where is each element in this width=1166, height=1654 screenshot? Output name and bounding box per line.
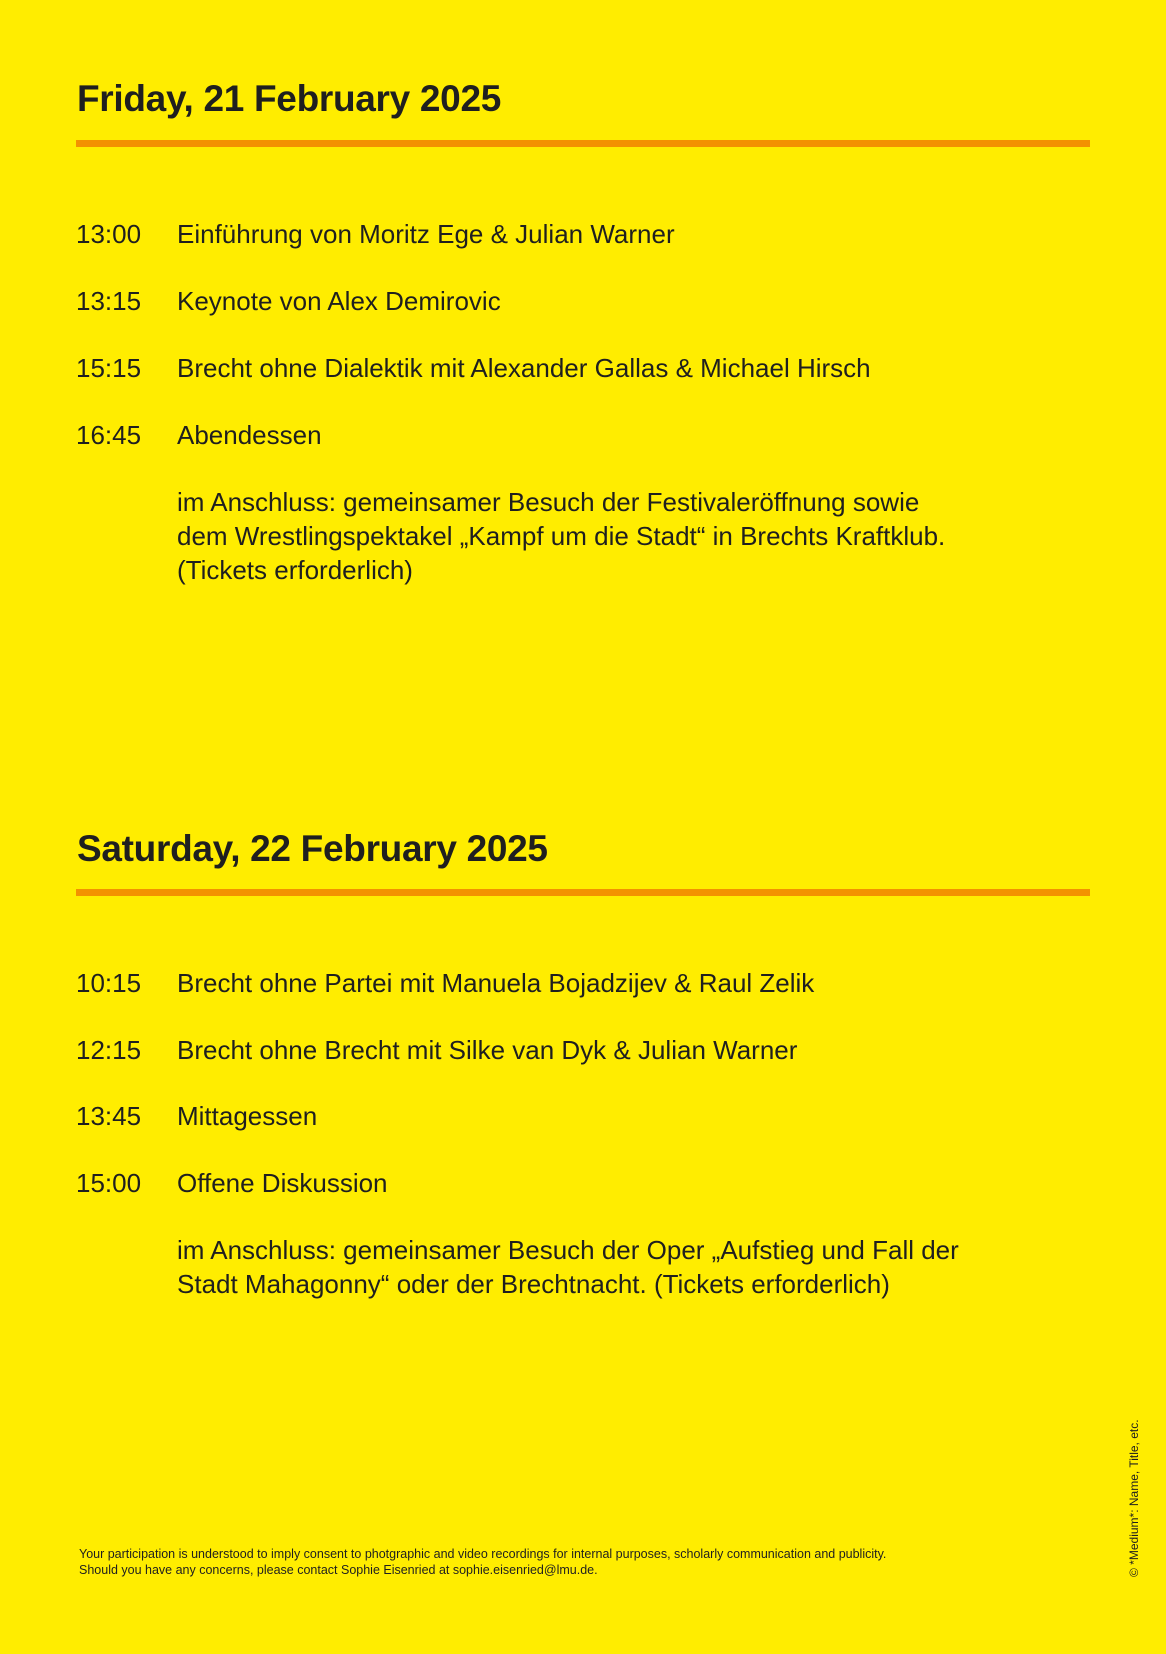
note-line: Stadt Mahagonny“ oder der Brechtnacht. (Tickets erforderlich) xyxy=(177,1269,890,1299)
item-time: 13:45 xyxy=(76,1101,142,1131)
item-title: Abendessen xyxy=(177,420,322,450)
heading-rule xyxy=(76,889,1090,896)
item-title: Keynote von Alex Demirovic xyxy=(177,286,501,316)
schedule-note xyxy=(177,1233,1077,1301)
item-time: 15:15 xyxy=(76,353,142,383)
image-credit: © *Medium*: Name, Title, etc. xyxy=(1127,1419,1141,1577)
item-time: 12:15 xyxy=(76,1035,142,1065)
item-time: 13:00 xyxy=(76,219,142,249)
item-title: Einführung von Moritz Ege & Julian Warner xyxy=(177,219,675,249)
item-title: Offene Diskussion xyxy=(177,1168,388,1198)
item-time: 13:15 xyxy=(76,286,142,316)
item-time: 16:45 xyxy=(76,420,142,450)
note-line: im Anschluss: gemeinsamer Besuch der Festivaleröffnung sowie xyxy=(177,487,920,517)
heading-rule xyxy=(76,140,1090,147)
item-title: Mittagessen xyxy=(177,1101,318,1131)
item-time: 15:00 xyxy=(76,1168,142,1198)
note-line: im Anschluss: gemeinsamer Besuch der Oper „Aufstieg und Fall der xyxy=(177,1235,959,1265)
day-heading-friday: Friday, 21 February 2025 xyxy=(77,78,502,119)
day-heading-saturday: Saturday, 22 February 2025 xyxy=(77,828,548,869)
item-time: 10:15 xyxy=(76,968,142,998)
footer-line: Should you have any concerns, please contact Sophie Eisenried at sophie.eisenried@lmu.de. xyxy=(79,1563,598,1577)
note-line: dem Wrestlingspektakel „Kampf um die Stadt“ in Brechts Kraftklub. xyxy=(177,521,946,551)
consent-footer xyxy=(79,1546,886,1578)
item-title: Brecht ohne Dialektik mit Alexander Gallas & Michael Hirsch xyxy=(177,353,871,383)
item-title: Brecht ohne Partei mit Manuela Bojadzijev & Raul Zelik xyxy=(177,968,815,998)
item-title: Brecht ohne Brecht mit Silke van Dyk & Julian Warner xyxy=(177,1035,798,1065)
schedule-note xyxy=(177,485,1077,587)
footer-line: Your participation is understood to imply consent to photgraphic and video recordings for internal purposes, scholarly communication and publicity. xyxy=(79,1547,887,1561)
note-line: (Tickets erforderlich) xyxy=(177,555,413,585)
